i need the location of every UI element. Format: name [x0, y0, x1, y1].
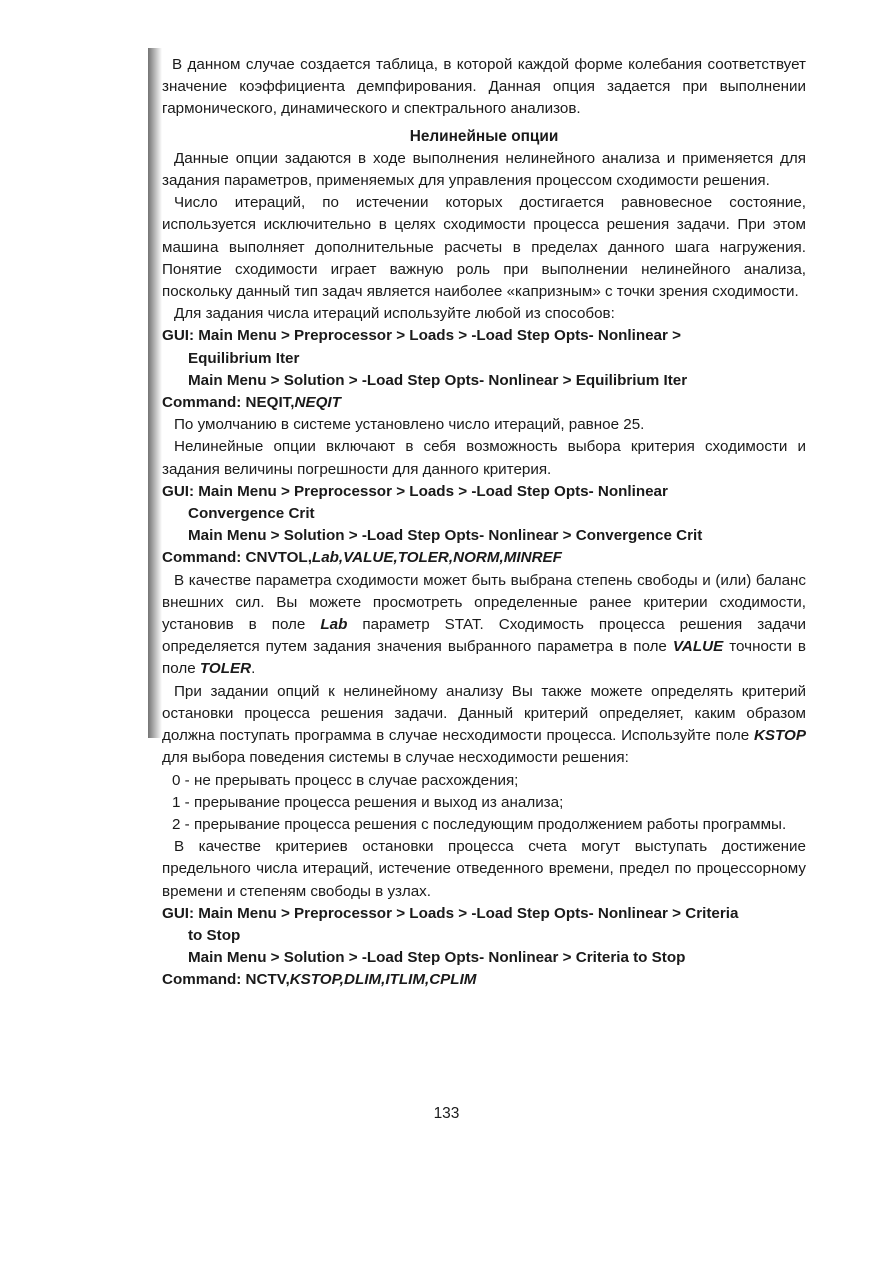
- gui-line: GUI: Main Menu > Preprocessor > Loads > -Load Step Opts- Nonlinear > Criteria: [162, 904, 739, 922]
- paragraph-damping-table: В данном случае создается таблица, в которой каждой форме колебания соответствует значение коэффициента демпфирования. Данная опция задается при выполнении гармонического, динамического и спектрального анализов.: [162, 56, 806, 118]
- gui-line: Main Menu > Solution > -Load Step Opts- Nonlinear > Criteria to Stop: [188, 949, 686, 967]
- command-name: Command: NEQIT,: [162, 394, 295, 412]
- list-item: 0 - не прерывать процесс в случае расхождения;: [172, 771, 519, 789]
- paragraph-iterations: Число итераций, по истечении которых достигается равновесное состояние, используется исключительно в целях сходимости процесса решения задачи. При этом машина выполняет дополнительные расчеты в пределах данного шага нагружения. Понятие сходимости играет важную роль при выполнении нелинейного анализа, поскольку данный тип задач является наиболее «капризным» с точки зрения сходимости.: [162, 194, 806, 301]
- gui-path-equilibrium: [162, 325, 806, 392]
- paragraph-stop-types: В качестве критериев остановки процесса счета могут выступать достижение предельного числа итераций, истечение отведенного времени, предел по процессорному времени и степеням свободы в узлах.: [162, 838, 806, 900]
- list-item: 1 - прерывание процесса решения и выход из анализа;: [172, 793, 564, 811]
- field-name: TOLER: [199, 660, 252, 678]
- paragraph-convergence-options: Нелинейные опции включают в себя возможность выбора критерия сходимости и задания величины погрешности для данного критерия.: [162, 438, 806, 478]
- section-heading: Нелинейные опции: [409, 127, 559, 145]
- gui-line: Main Menu > Solution > -Load Step Opts- Nonlinear > Equilibrium Iter: [188, 371, 688, 389]
- gui-path-criteria-stop: [162, 903, 806, 970]
- paragraph-default-iter: По умолчанию в системе установлено число итераций, равное 25.: [174, 416, 645, 434]
- field-name: KSTOP: [753, 727, 806, 745]
- text-run: .: [251, 660, 256, 678]
- gui-line: Main Menu > Solution > -Load Step Opts- Nonlinear > Convergence Crit: [188, 527, 703, 545]
- paragraph-convergence-param: [162, 570, 806, 681]
- paragraph-iter-methods: Для задания числа итераций используйте любой из способов:: [174, 305, 615, 323]
- command-name: Command: CNVTOL,: [162, 549, 312, 567]
- list-item: 2 - прерывание процесса решения с последующим продолжением работы программы.: [172, 815, 787, 833]
- text-run: точности в поле: [162, 638, 807, 678]
- command-neqit: [162, 392, 806, 414]
- command-args: Lab,VALUE,TOLER,NORM,MINREF: [311, 549, 562, 567]
- paragraph-stop-criteria: [162, 681, 806, 770]
- field-name: Lab: [320, 616, 348, 634]
- field-name: VALUE: [672, 638, 724, 656]
- command-cnvtol: [162, 547, 806, 569]
- gui-line: to Stop: [188, 926, 241, 944]
- paragraph-nonlinear-intro: Данные опции задаются в ходе выполнения нелинейного анализа и применяется для задания параметров, применяемых для управления процессом сходимости решения.: [162, 149, 806, 190]
- gui-line: Equilibrium Iter: [188, 349, 300, 367]
- gui-path-convergence: [162, 481, 806, 548]
- command-args: KSTOP,DLIM,ITLIM,CPLIM: [289, 971, 477, 989]
- page-body: [162, 54, 806, 992]
- gui-line: Convergence Crit: [188, 505, 315, 523]
- page-number: 133: [433, 1105, 460, 1122]
- text-run: При задании опций к нелинейному анализу Вы также можете определять критерий остановки процесса решения задачи. Данный критерий определяет, каким образом должна поступать программа в случае несходимости процесса. Используйте поле: [162, 682, 806, 745]
- command-name: Command: NCTV,: [162, 971, 290, 989]
- text-run: В качестве параметра сходимости может быть выбрана степень свободы и (или) баланс внешних сил. Вы можете просмотреть определенные ранее критерии сходимости, установив в поле: [162, 571, 806, 634]
- command-nctv: [162, 969, 806, 991]
- gui-line: GUI: Main Menu > Preprocessor > Loads > -Load Step Opts- Nonlinear: [162, 482, 668, 500]
- gui-line: GUI: Main Menu > Preprocessor > Loads > -Load Step Opts- Nonlinear >: [162, 327, 682, 345]
- scan-binding-shadow: [148, 48, 162, 738]
- text-run: параметр STAT. Сходимость процесса решения задачи определяется путем задания значения выбранного параметра в поле: [162, 616, 807, 656]
- command-args: NEQIT: [294, 394, 341, 412]
- text-run: для выбора поведения системы в случае несходимости решения:: [162, 749, 629, 767]
